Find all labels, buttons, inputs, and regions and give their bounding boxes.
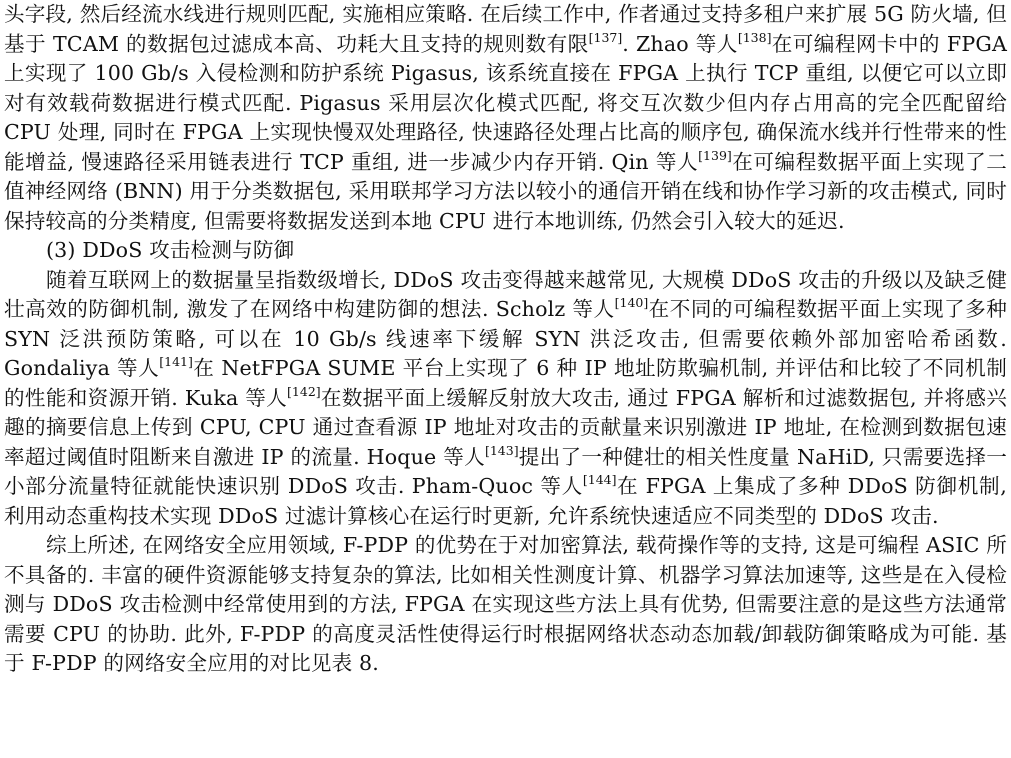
text-run: 在数据平面上缓解反射放大攻击, 通过 FPGA 解析和过滤数据包, 并将感兴趣的摘要信息上传到 CPU, CPU 通过查看源 IP 地址对攻击的贡献量来识别激进 IP 地址, 在检测到数据包速率超过阈值时阻断来自激进 IP 的流量. Hoque 等人 bbox=[4, 385, 1007, 469]
citation: [142] bbox=[287, 383, 321, 399]
citation: [140] bbox=[614, 295, 649, 310]
text-run: 在 NetFPGA SUME 平台上实现了 6 种 IP 地址防欺骗机制, 并评估和比较了不同机制的性能和资源开销. Kuka 等人 bbox=[4, 356, 1007, 410]
section-heading-ddos bbox=[4, 236, 1007, 266]
text-run: 在可编程数据平面上实现了二值神经网络 (BNN) 用于分类数据包, 采用联邦学习方法以较小的通信开销在线和协作学习新的攻击模式, 同时保持较高的分类精度, 但需要将数据发送到本地 CPU 进行本地训练, 仍然会引入较大的延迟. bbox=[4, 149, 1007, 233]
text-run: 头字段, 然后经流水线进行规则匹配, 实施相应策略. 在后续工作中, 作者通过支持多租户来扩展 5G 防火墙, 但基于 TCAM 的数据包过滤成本高、功耗大且支持的规则数有限 bbox=[4, 2, 1007, 56]
paragraph-summary bbox=[4, 531, 1007, 679]
document-page bbox=[4, 0, 1007, 679]
citation: [137] bbox=[588, 29, 623, 45]
text-run: 在 FPGA 上集成了多种 DDoS 防御机制, 利用动态重构技术实现 DDoS 过滤计算核心在运行时更新, 允许系统快速适应不同类型的 DDoS 攻击. bbox=[4, 474, 1007, 528]
citation: [138] bbox=[737, 29, 772, 45]
text-run: 提出了一种健壮的相关性度量 NaHiD, 只需要选择一小部分流量特征就能快速识别 DDoS 攻击. Pham-Quoc 等人 bbox=[4, 444, 1007, 498]
heading-text: (3) DDoS 攻击检测与防御 bbox=[46, 238, 295, 262]
citation: [144] bbox=[582, 472, 617, 487]
text-run: 随着互联网上的数据量呈指数级增长, DDoS 攻击变得越来越常见, 大规模 DDoS 攻击的升级以及缺乏健壮高效的防御机制, 激发了在网络中构建防御的想法. Scholz 等人 bbox=[4, 267, 1007, 321]
paragraph-ddos bbox=[4, 266, 1007, 532]
text-run: 综上所述, 在网络安全应用领域, F-PDP 的优势在于对加密算法, 载荷操作等的支持, 这是可编程 ASIC 所不具备的. 丰富的硬件资源能够支持复杂的算法, 比如相关性测度计算、机器学习算法加速等, 这些是在入侵检测与 DDoS 攻击检测中经常使用到的方法, FPGA 在实现这些方法上具有优势, 但需要注意的是这些方法通常需要 CPU 的协助. 此外, F-PDP 的高度灵活性使得运行时根据网络状态动态加载/卸载防御策略成为可能. 基于 F-PDP 的网络安全应用的对比见表 8. bbox=[4, 533, 1007, 675]
text-run: . Zhao 等人 bbox=[622, 31, 738, 56]
citation: [143] bbox=[484, 442, 519, 458]
text-run: 在不同的可编程数据平面上实现了多种 SYN 泛洪预防策略, 可以在 10 Gb/s 线速率下缓解 SYN 洪泛攻击, 但需要依赖外部加密哈希函数. Gondaliya 等人 bbox=[4, 297, 1007, 380]
paragraph-pigasus-bnn bbox=[4, 0, 1007, 236]
citation: [139] bbox=[698, 147, 732, 163]
text-run: 在可编程网卡中的 FPGA 上实现了 100 Gb/s 入侵检测和防护系统 Pigasus, 该系统直接在 FPGA 上执行 TCP 重组, 以便它可以立即对有效载荷数据进行模式匹配. Pigasus 采用层次化模式匹配, 将交互次数少但内存占用高的完全匹配留给 CPU 处理, 同时在 FPGA 上实现快慢双处理路径, 快速路径处理占比高的顺序包, 确保流水线并行性带来的性能增益, 慢速路径采用链表进行 TCP 重组, 进一步减少内存开销. Qin 等人 bbox=[4, 31, 1007, 174]
citation: [141] bbox=[159, 354, 193, 369]
